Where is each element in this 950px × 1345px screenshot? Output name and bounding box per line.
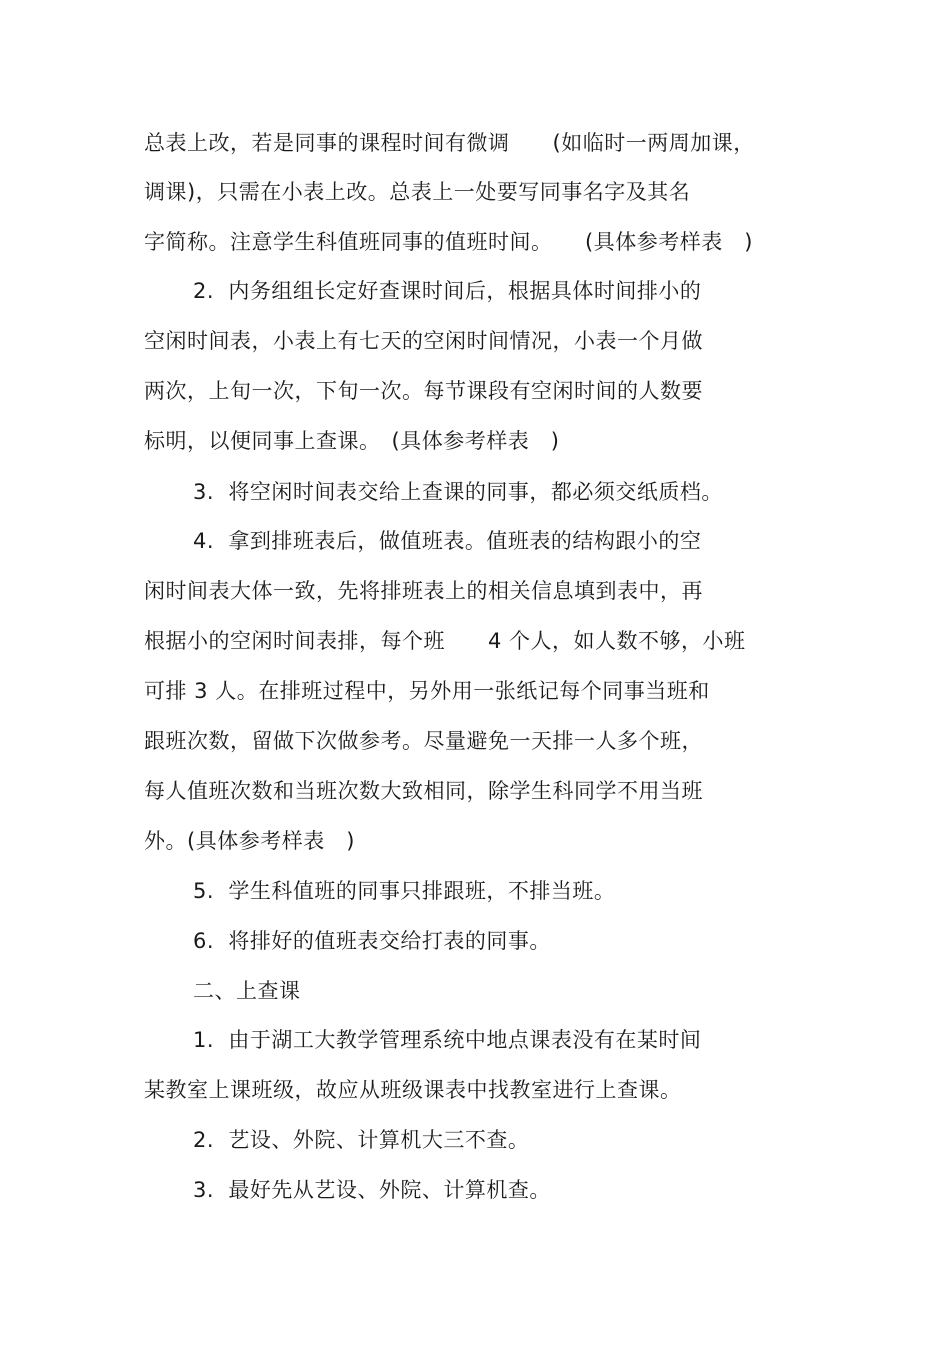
numbered-item: 3. 最好先从艺设、外院、计算机查。 [193,1178,551,1202]
text-line: 每人值班次数和当班次数大致相同，除学生科同学不用当班 [144,779,703,803]
numbered-item: 3. 将空闲时间表交给上查课的同事，都必须交纸质档。 [193,480,723,504]
numbered-item: 2. 艺设、外院、计算机大三不查。 [193,1128,530,1152]
text-line: 两次，上旬一次，下旬一次。每节课段有空闲时间的人数要 [144,379,703,403]
text-line: 跟班次数，留做下次做参考。尽量避免一天排一人多个班， [144,729,703,753]
text-line: 可排 3 人。在排班过程中，另外用一张纸记每个同事当班和 [144,679,710,703]
text-line: 空闲时间表，小表上有七天的空闲时间情况，小表一个月做 [144,329,703,353]
numbered-item: 2. 内务组组长定好查课时间后，根据具体时间排小的 [193,279,702,303]
text-line: 字简称。注意学生科值班同事的值班时间。 (具体参考样表 ) [144,230,753,254]
section-heading: 二、上查课 [193,979,301,1003]
text-line: 总表上改，若是同事的课程时间有微调 (如临时一两周加课， [144,131,755,155]
text-line: 调课)，只需在小表上改。总表上一处要写同事名字及其名 [144,180,691,204]
numbered-item: 1. 由于湖工大教学管理系统中地点课表没有在某时间 [193,1028,702,1052]
numbered-item: 5. 学生科值班的同事只排跟班，不排当班。 [193,879,616,903]
text-line: 根据小的空闲时间表排，每个班 4 个人，如人数不够，小班 [144,629,746,653]
text-line: 外。(具体参考样表 ) [144,829,355,853]
text-line: 闲时间表大体一致，先将排班表上的相关信息填到表中，再 [144,579,703,603]
numbered-item: 4. 拿到排班表后，做值班表。值班表的结构跟小的空 [193,529,702,553]
numbered-item: 6. 将排好的值班表交给打表的同事。 [193,929,551,953]
text-line: 某教室上课班级，故应从班级课表中找教室进行上查课。 [144,1078,682,1102]
text-line: 标明，以便同事上查课。 (具体参考样表 ) [144,429,560,453]
